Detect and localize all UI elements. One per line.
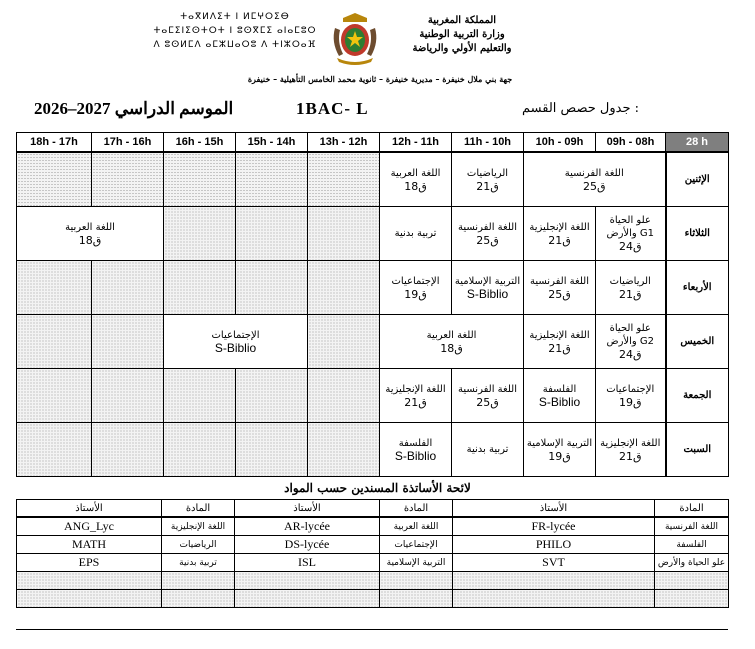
session-room: S-Biblio [214, 340, 257, 355]
teachers-row-empty [17, 572, 729, 590]
session-cell [524, 423, 596, 477]
teacher-name: FR-lycée [453, 517, 655, 536]
session-cell [380, 152, 452, 207]
teacher-subject: اللغة الإنجليزية [162, 517, 235, 536]
footer-divider [16, 629, 728, 630]
session-subject: الإجتماعيات [391, 275, 440, 287]
teachers-row [17, 554, 729, 572]
session-room: ق21 [548, 341, 571, 355]
teacher-name: PHILO [453, 536, 655, 554]
session-subject: اللغة العربية [65, 221, 115, 233]
session-room: ق19 [618, 395, 642, 409]
empty-slot [236, 423, 308, 477]
empty-slot [17, 423, 92, 477]
empty-slot [17, 590, 162, 608]
teacher-subject: اللغة الفرنسية [655, 517, 729, 536]
session-subject: علو الحياة والأرض G2 [606, 323, 655, 347]
subject-header: المادة [162, 500, 235, 518]
day-row-tuesday [17, 207, 729, 261]
teachers-row [17, 536, 729, 554]
tifinagh-line-1: ⵜⴰⴳⵍⴷⵉⵜ ⵏ ⵍⵎⵖⵔⵉⴱ [180, 12, 290, 22]
session-subject: الرياضيات [466, 167, 509, 179]
session-subject: اللغة الفرنسية [458, 221, 517, 233]
header-tifinagh [150, 10, 320, 52]
subject-header: المادة [655, 500, 729, 518]
session-subject: الرياضيات [609, 275, 651, 287]
teachers-row-empty [17, 590, 729, 608]
empty-slot [235, 572, 380, 590]
class-name: 1BAC- L [296, 99, 369, 118]
empty-slot [235, 590, 380, 608]
empty-slot [17, 152, 92, 207]
arabic-line-2: وزارة التربية الوطنية [419, 29, 505, 40]
teacher-subject: الرياضيات [162, 536, 235, 554]
arabic-line-1: المملكة المغربية [427, 15, 497, 26]
day-row-wednesday [17, 261, 729, 315]
hour-header: 09h - 08h [596, 133, 666, 153]
empty-slot [453, 590, 655, 608]
teacher-name: AR-lycée [235, 517, 380, 536]
session-subject: علو الحياة والأرض G1 [606, 215, 655, 239]
title-row [0, 99, 755, 123]
session-cell [17, 207, 164, 261]
session-subject: اللغة العربية [426, 329, 477, 341]
session-subject: التربية الإسلامية [454, 275, 521, 287]
session-room: S-Biblio [466, 286, 509, 301]
session-room: ق25 [582, 179, 606, 193]
empty-slot [92, 369, 164, 423]
session-subject: اللغة الفرنسية [530, 275, 589, 287]
empty-slot [380, 590, 453, 608]
arabic-line-3: والتعليم الأولي والرياضة [412, 43, 512, 54]
hour-header: 17h - 16h [92, 133, 164, 153]
tifinagh-line-2: ⵜⴰⵎⵉⵏⵉⵙⵜⵔⵜ ⵏ ⵓⵙⴳⵎⵉ ⴰⵏⴰⵎⵓⵔ [153, 26, 317, 36]
session-subject: التربية الإسلامية [526, 437, 593, 449]
hours-header-row [17, 133, 729, 153]
session-subject: الإجتماعيات [211, 329, 260, 341]
session-cell [524, 315, 596, 369]
session-subject: اللغة العربية [390, 167, 441, 179]
empty-slot [164, 261, 236, 315]
teacher-name: MATH [17, 536, 162, 554]
session-subject: تربية بدنية [466, 444, 509, 455]
session-subject: اللغة الإنجليزية [385, 383, 446, 395]
teacher-name: DS-lycée [235, 536, 380, 554]
session-room: ق24 [618, 348, 642, 361]
empty-slot [308, 207, 380, 261]
session-subject: اللغة الإنجليزية [529, 329, 590, 341]
hour-header: 15h - 14h [236, 133, 308, 153]
teacher-subject: تربية بدنية [162, 554, 235, 572]
teacher-subject: اللغة العربية [380, 517, 453, 536]
session-subject: اللغة الإنجليزية [600, 437, 661, 449]
empty-slot [655, 590, 729, 608]
session-room: ق18 [404, 179, 427, 193]
empty-slot [308, 369, 380, 423]
teachers-header-row [17, 500, 729, 518]
session-room: ق21 [618, 287, 642, 301]
teacher-header: الأستاذ [17, 500, 162, 518]
teacher-name: ISL [235, 554, 380, 572]
session-cell [380, 315, 524, 369]
session-subject: الفلسفة [398, 437, 433, 449]
empty-slot [92, 423, 164, 477]
session-subject: الإجتماعيات [606, 383, 655, 395]
empty-slot [236, 369, 308, 423]
empty-slot [17, 572, 162, 590]
day-row-friday [17, 369, 729, 423]
session-cell [380, 261, 452, 315]
session-room: ق25 [548, 287, 571, 301]
day-label: الإثنين [666, 152, 729, 207]
empty-slot [164, 152, 236, 207]
teacher-subject: التربية الإسلامية [380, 554, 453, 572]
session-subject: تربية بدنية [394, 228, 437, 239]
session-room: ق21 [618, 449, 642, 463]
session-room: S-Biblio [394, 448, 437, 463]
tifinagh-line-3: ⴷ ⵓⵙⵍⵎⴷ ⴰⵎⵣⵡⴰⵔⵓ ⴷ ⵜⵏⵣⵔⴰⴼ [153, 40, 317, 50]
session-subject: الفلسفة [542, 383, 577, 395]
school-year: 2026–2027 الموسم الدراسي [34, 99, 234, 118]
session-cell [524, 261, 596, 315]
header-arabic [392, 14, 532, 56]
teacher-subject: علو الحياة والأرض [655, 554, 729, 572]
session-room: ق25 [476, 395, 499, 409]
session-cell [596, 315, 666, 369]
teacher-subject: الإجتماعيات [380, 536, 453, 554]
empty-slot [236, 261, 308, 315]
empty-slot [308, 423, 380, 477]
teacher-name: SVT [453, 554, 655, 572]
session-subject: اللغة الفرنسية [564, 167, 624, 179]
session-cell [452, 369, 524, 423]
session-cell [596, 369, 666, 423]
empty-slot [92, 315, 164, 369]
day-row-monday [17, 152, 729, 207]
session-room: ق21 [404, 395, 427, 409]
hour-header: 16h - 15h [164, 133, 236, 153]
day-label: الجمعة [666, 369, 729, 423]
empty-slot [17, 369, 92, 423]
session-room: ق19 [548, 449, 571, 463]
hour-header: 13h - 12h [308, 133, 380, 153]
empty-slot [308, 152, 380, 207]
empty-slot [92, 152, 164, 207]
day-row-saturday [17, 423, 729, 477]
session-cell [164, 315, 308, 369]
empty-slot [162, 590, 235, 608]
session-room: ق21 [548, 233, 571, 247]
hour-header: 11h - 10h [452, 133, 524, 153]
schedule-title: جدول حصص القسم : [522, 101, 639, 116]
session-cell [380, 423, 452, 477]
empty-slot [308, 315, 380, 369]
session-cell [380, 369, 452, 423]
schedule-table [16, 132, 729, 477]
day-row-thursday [17, 315, 729, 369]
hour-header: 18h - 17h [17, 133, 92, 153]
session-cell [524, 152, 666, 207]
session-subject: اللغة الإنجليزية [529, 221, 590, 233]
empty-slot [92, 261, 164, 315]
teacher-header: الأستاذ [453, 500, 655, 518]
teachers-list-title: لائحة الأساتذة المسندين حسب المواد [284, 481, 471, 495]
empty-slot [453, 572, 655, 590]
session-room: ق19 [404, 287, 427, 301]
empty-slot [655, 572, 729, 590]
session-room: ق18 [78, 233, 102, 247]
empty-slot [236, 152, 308, 207]
session-cell [380, 207, 452, 261]
session-cell [452, 261, 524, 315]
school-subline: جهة بني ملال خنيفرة – مديرية خنيفرة – ثانوية محمد الخامس التأهيلية – خنيفرة [247, 74, 513, 84]
empty-slot [380, 572, 453, 590]
session-room: ق25 [476, 233, 499, 247]
empty-slot [164, 207, 236, 261]
teachers-row [17, 517, 729, 536]
empty-slot [308, 261, 380, 315]
teacher-name: ANG_Lyc [17, 517, 162, 536]
teacher-header: الأستاذ [235, 500, 380, 518]
session-room: ق21 [476, 179, 499, 193]
empty-slot [162, 572, 235, 590]
session-cell [524, 207, 596, 261]
session-cell [596, 261, 666, 315]
session-subject: اللغة الفرنسية [458, 383, 517, 395]
day-label: السبت [666, 423, 729, 477]
session-room: ق24 [618, 240, 642, 253]
empty-slot [17, 261, 92, 315]
session-cell [596, 207, 666, 261]
session-cell [452, 207, 524, 261]
session-room: S-Biblio [538, 394, 581, 409]
session-cell [452, 152, 524, 207]
empty-slot [236, 207, 308, 261]
total-hours-badge: 28 h [666, 133, 729, 153]
session-cell [452, 423, 524, 477]
subject-header: المادة [380, 500, 453, 518]
empty-slot [17, 315, 92, 369]
teacher-subject: الفلسفة [655, 536, 729, 554]
teacher-name: EPS [17, 554, 162, 572]
coat-of-arms-emblem [325, 12, 385, 66]
hour-header: 10h - 09h [524, 133, 596, 153]
empty-slot [164, 369, 236, 423]
day-label: الثلاثاء [666, 207, 729, 261]
day-label: الأربعاء [666, 261, 729, 315]
teachers-table [16, 499, 729, 608]
hour-header: 12h - 11h [380, 133, 452, 153]
session-cell [596, 423, 666, 477]
empty-slot [164, 423, 236, 477]
day-label: الخميس [666, 315, 729, 369]
session-cell [524, 369, 596, 423]
session-room: ق18 [440, 341, 463, 355]
